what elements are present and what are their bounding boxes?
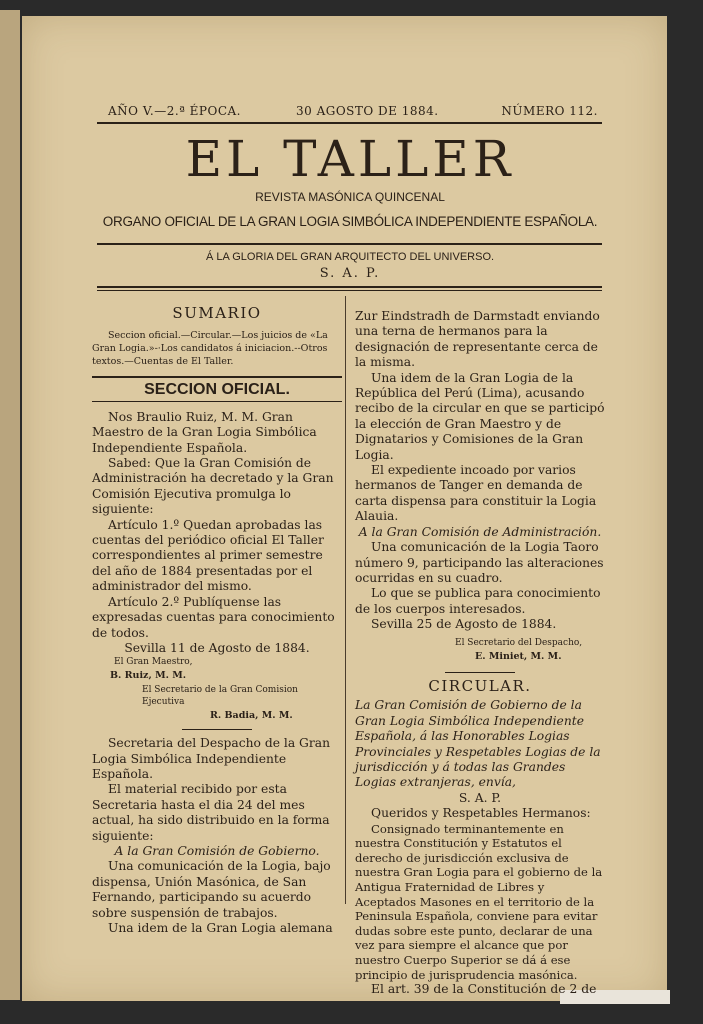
- column-divider: [345, 296, 346, 904]
- to-gobierno: A la Gran Comisión de Gobierno.: [114, 843, 320, 858]
- sumario-title: SUMARIO: [172, 304, 262, 322]
- to-administracion: A la Gran Comisión de Administración.: [358, 524, 602, 539]
- masthead-sap: S. A. P.: [319, 266, 381, 281]
- sig1-name: B. Ruiz, M. M.: [110, 670, 187, 682]
- comm-gran-logia-alemana: Una idem de la Gran Logia alemana: [108, 921, 333, 935]
- header-rule: [97, 122, 602, 124]
- decree-date: Sevilla 11 de Agosto de 1884.: [124, 640, 310, 655]
- circular-title: CIRCULAR.: [428, 676, 532, 695]
- secretaria-intro: El material recibido por esta Secretaria hasta el dia 24 del mes actual, ha sido distribuido en la forma siguiente:: [92, 782, 330, 843]
- sumario-text: Seccion oficial.—Circular.—Los juicios de «La Gran Logia.»-·Los candidatos á iniciacion.--Otros textos.—Cuentas de El Taller.: [92, 330, 328, 368]
- circular-body: Consignado terminantemente en nuestra Constitución y Estatutos el derecho de jurisdicción exclusiva de nuestra Gran Logia para el gobierno de la Antigua Fraternidad de Libres y Aceptados Masones en el territorio de la Peninsula Española, conviene para evitar dudas sobre este punto, declarar de una vez para siempre el alcance que por nuestro Cuerpo Superior se dá á ese principio de jurisprudencia masónica.: [355, 821, 603, 982]
- taoro-text: Una comunicación de la Logia Taoro número 9, participando las alteraciones ocurridas en su cuadro.: [355, 540, 604, 585]
- left-column: [92, 306, 342, 936]
- circular-intro: La Gran Comisión de Gobierno de la Gran Logia Simbólica Independiente Española, á las Honorables Logias Provinciales y Respetables Logias de la jurisdicción y á todas las Grandes Logias extranjeras, envía,: [355, 698, 601, 790]
- masthead-rule: [97, 243, 602, 245]
- decree-intro: Nos Braulio Ruiz, M. M. Gran Maestro de la Gran Logia Simbólica Independiente Española.: [92, 409, 317, 455]
- masthead-organ: ORGANO OFICIAL DE LA GRAN LOGIA SIMBÓLICA INDEPENDIENTE ESPAÑOLA.: [102, 214, 598, 229]
- masthead-motto: Á LA GLORIA DEL GRAN ARQUITECTO DEL UNIVERSO.: [205, 251, 495, 263]
- issue-year: AÑO V.—2.ª ÉPOCA.: [108, 104, 241, 118]
- peru-text: Una idem de la Gran Logia de la República del Perú (Lima), acusando recibo de la circular en que se participó la elección de Gran Maestro y de Dignatarios y Comisiones de la Gran Logia.: [355, 370, 605, 462]
- seccion-oficial-title: SECCION OFICIAL.: [144, 381, 290, 399]
- darmstadt-text: Zur Eindstradh de Darmstadt enviando una terna de hermanos para la designación de representante cerca de la misma.: [355, 309, 600, 370]
- secretaria-heading: Secretaria del Despacho de la Gran Logia Simbólica Independiente Española.: [92, 736, 331, 781]
- masthead-double-rule-bottom: [97, 290, 602, 291]
- decree-article-2: Artículo 2.º Publíquense las expresadas cuentas para conocimiento de todos.: [92, 594, 335, 640]
- decree-sabed: Sabed: Que la Gran Comisión de Administración ha decretado y la Gran Comisión Ejecutiva promulga lo siguiente:: [92, 456, 334, 517]
- circular-sap: S. A. P.: [458, 790, 502, 805]
- sumario-rule: [92, 376, 342, 378]
- publish-note: Lo que se publica para conocimiento de los cuerpos interesados.: [355, 586, 601, 616]
- masthead-double-rule-top: [97, 286, 602, 288]
- issue-header: [108, 104, 598, 120]
- sig2-label: El Secretario de la Gran Comision Ejecutiva: [142, 684, 298, 707]
- comm-union-masonica: Una comunicación de la Logia, bajo dispensa, Unión Masónica, de San Fernando, participando su acuerdo sobre suspensión de trabajos.: [92, 859, 331, 920]
- seccion-rule: [92, 401, 342, 402]
- sig2-name: R. Badia, M. M.: [210, 709, 293, 721]
- masthead-title: EL TALLER: [185, 130, 515, 188]
- circular-salutation: Queridos y Respetables Hermanos:: [371, 806, 591, 821]
- sig1-label: El Gran Maestro,: [114, 657, 193, 668]
- right-sig-label: El Secretario del Despacho,: [455, 637, 583, 648]
- section-break-rule: [182, 729, 252, 730]
- masthead-subtitle: REVISTA MASÓNICA QUINCENAL: [255, 190, 445, 204]
- issue-number: NÚMERO 112.: [501, 104, 598, 118]
- right-sig-name: E. Miniet, M. M.: [475, 650, 562, 662]
- tanger-text: El expediente incoado por varios hermanos de Tanger en demanda de carta dispensa para constituir la Logia Alauia.: [355, 463, 597, 524]
- circular-break-rule: [445, 672, 515, 673]
- right-column: [355, 309, 605, 998]
- right-date: Sevilla 25 de Agosto de 1884.: [371, 617, 557, 632]
- decree-article-1: Artículo 1.º Quedan aprobadas las cuentas del periódico oficial El Taller correspondientes al primer semestre del año de 1884 presentadas por el administrador del mismo.: [92, 517, 324, 594]
- issue-date: 30 AGOSTO DE 1884.: [296, 104, 439, 118]
- circular-article: El art. 39 de la Constitución de 2 de: [371, 982, 597, 997]
- book-spine-edge: [0, 10, 20, 1000]
